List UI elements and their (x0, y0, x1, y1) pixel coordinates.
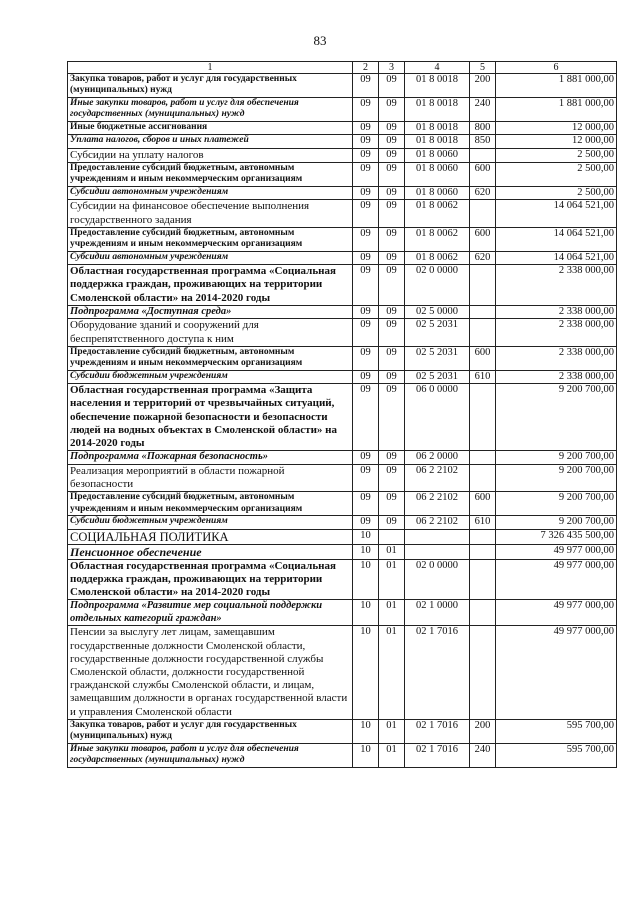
section-code: 09 (353, 265, 379, 306)
row-name: Субсидии бюджетным учреждениям (68, 516, 353, 530)
target-article-code: 01 8 0018 (405, 135, 470, 149)
target-article-code: 01 8 0060 (405, 148, 470, 162)
table-row (68, 163, 617, 187)
target-article-code: 06 2 0000 (405, 451, 470, 465)
table-row (68, 492, 617, 516)
section-code: 09 (353, 163, 379, 187)
column-header: 3 (379, 62, 405, 74)
target-article-code: 02 5 0000 (405, 305, 470, 319)
section-code: 10 (353, 559, 379, 600)
target-article-code: 02 5 2031 (405, 319, 470, 346)
section-code: 09 (353, 227, 379, 251)
section-code: 09 (353, 251, 379, 265)
expense-type-code (470, 451, 496, 465)
subsection-code: 01 (379, 719, 405, 743)
target-article-code: 02 1 7016 (405, 743, 470, 767)
table-row (68, 346, 617, 370)
expense-type-code: 240 (470, 97, 496, 121)
amount: 14 064 521,00 (496, 200, 617, 227)
subsection-code (379, 529, 405, 544)
section-code: 09 (353, 384, 379, 451)
subsection-code: 09 (379, 305, 405, 319)
row-name: Реализация мероприятий в области пожарной безопасности (68, 464, 353, 491)
table-row (68, 384, 617, 451)
row-name: Оборудование зданий и сооружений для беспрепятственного доступа к ним (68, 319, 353, 346)
amount: 2 338 000,00 (496, 370, 617, 384)
amount: 14 064 521,00 (496, 251, 617, 265)
table-row (68, 97, 617, 121)
row-name: Иные бюджетные ассигнования (68, 121, 353, 135)
expense-type-code: 620 (470, 251, 496, 265)
table-row (68, 186, 617, 200)
target-article-code: 02 0 0000 (405, 559, 470, 600)
expense-type-code (470, 265, 496, 306)
target-article-code: 01 8 0060 (405, 163, 470, 187)
target-article-code: 01 8 0018 (405, 74, 470, 98)
row-name: Закупка товаров, работ и услуг для государственных (муниципальных) нужд (68, 74, 353, 98)
column-header: 6 (496, 62, 617, 74)
expense-type-code: 600 (470, 227, 496, 251)
subsection-code: 09 (379, 97, 405, 121)
subsection-code: 09 (379, 74, 405, 98)
target-article-code: 02 1 7016 (405, 719, 470, 743)
row-name: Пенсионное обеспечение (68, 544, 353, 559)
row-name: Областная государственная программа «Социальная поддержка граждан, проживающих на территории Смоленской области» на 2014-2020 годы (68, 559, 353, 600)
section-code: 09 (353, 319, 379, 346)
expense-type-code (470, 559, 496, 600)
expense-type-code (470, 319, 496, 346)
table-row (68, 305, 617, 319)
column-header: 2 (353, 62, 379, 74)
amount: 2 500,00 (496, 148, 617, 162)
row-name: Предоставление субсидий бюджетным, автономным учреждениям и иным некоммерческим организациям (68, 227, 353, 251)
subsection-code: 09 (379, 163, 405, 187)
amount: 1 881 000,00 (496, 97, 617, 121)
row-name: Уплата налогов, сборов и иных платежей (68, 135, 353, 149)
row-name: Иные закупки товаров, работ и услуг для обеспечения государственных (муниципальных) нужд (68, 743, 353, 767)
row-name: Иные закупки товаров, работ и услуг для обеспечения государственных (муниципальных) нужд (68, 97, 353, 121)
expense-type-code: 610 (470, 370, 496, 384)
section-code: 09 (353, 516, 379, 530)
amount: 14 064 521,00 (496, 227, 617, 251)
table-row (68, 719, 617, 743)
row-name: Субсидии автономным учреждениям (68, 186, 353, 200)
amount: 2 500,00 (496, 186, 617, 200)
amount: 2 338 000,00 (496, 305, 617, 319)
table-row (68, 743, 617, 767)
target-article-code: 01 8 0062 (405, 200, 470, 227)
subsection-code: 09 (379, 121, 405, 135)
row-name: Субсидии на уплату налогов (68, 148, 353, 162)
expense-type-code: 240 (470, 743, 496, 767)
table-row (68, 451, 617, 465)
section-code: 09 (353, 121, 379, 135)
subsection-code: 01 (379, 600, 405, 626)
column-header: 1 (68, 62, 353, 74)
expense-type-code (470, 200, 496, 227)
target-article-code: 01 8 0018 (405, 97, 470, 121)
expense-type-code (470, 464, 496, 491)
table-row (68, 121, 617, 135)
amount: 2 338 000,00 (496, 346, 617, 370)
target-article-code (405, 544, 470, 559)
section-code: 09 (353, 200, 379, 227)
expense-type-code: 620 (470, 186, 496, 200)
column-header: 5 (470, 62, 496, 74)
subsection-code: 01 (379, 559, 405, 600)
amount: 9 200 700,00 (496, 451, 617, 465)
target-article-code: 06 2 2102 (405, 464, 470, 491)
target-article-code: 02 5 2031 (405, 370, 470, 384)
table-row (68, 516, 617, 530)
subsection-code: 09 (379, 148, 405, 162)
row-name: Субсидии автономным учреждениям (68, 251, 353, 265)
amount: 2 500,00 (496, 163, 617, 187)
subsection-code: 09 (379, 492, 405, 516)
section-code: 10 (353, 544, 379, 559)
subsection-code: 09 (379, 451, 405, 465)
section-code: 09 (353, 492, 379, 516)
expense-type-code: 850 (470, 135, 496, 149)
expense-type-code: 200 (470, 719, 496, 743)
subsection-code: 01 (379, 743, 405, 767)
target-article-code: 01 8 0018 (405, 121, 470, 135)
subsection-code: 09 (379, 346, 405, 370)
expense-type-code (470, 544, 496, 559)
table-row (68, 626, 617, 719)
amount: 7 326 435 500,00 (496, 529, 617, 544)
expense-type-code: 600 (470, 163, 496, 187)
subsection-code: 09 (379, 135, 405, 149)
section-code: 10 (353, 719, 379, 743)
amount: 12 000,00 (496, 135, 617, 149)
table-row (68, 529, 617, 544)
table-row (68, 559, 617, 600)
subsection-code: 09 (379, 227, 405, 251)
section-code: 10 (353, 626, 379, 719)
expense-type-code: 610 (470, 516, 496, 530)
subsection-code: 01 (379, 544, 405, 559)
subsection-code: 09 (379, 186, 405, 200)
row-name: Областная государственная программа «Защита населения и территорий от чрезвычайных ситуаций, обеспечение пожарной безопасности и безопасности людей на водных объектах в Смоленской области» на 2014-2020 годы (68, 384, 353, 451)
expense-type-code: 600 (470, 346, 496, 370)
target-article-code: 02 5 2031 (405, 346, 470, 370)
section-code: 09 (353, 148, 379, 162)
table-row (68, 319, 617, 346)
section-code: 09 (353, 464, 379, 491)
subsection-code: 09 (379, 251, 405, 265)
table-row (68, 200, 617, 227)
row-name: Пенсии за выслугу лет лицам, замещавшим государственные должности Смоленской области, государственные должности государственной службы Смоленской области, должности государственной гражданской службы Смоленской области, и лицам, замещавшим должности в органах государственной власти и управления Смоленской области (68, 626, 353, 719)
amount: 49 977 000,00 (496, 626, 617, 719)
amount: 49 977 000,00 (496, 600, 617, 626)
section-code: 10 (353, 600, 379, 626)
table-row (68, 227, 617, 251)
section-code: 09 (353, 305, 379, 319)
table-row (68, 251, 617, 265)
amount: 9 200 700,00 (496, 384, 617, 451)
table-row (68, 600, 617, 626)
subsection-code: 09 (379, 265, 405, 306)
amount: 12 000,00 (496, 121, 617, 135)
table-row (68, 135, 617, 149)
target-article-code: 06 0 0000 (405, 384, 470, 451)
budget-table (67, 61, 617, 768)
table-row (68, 265, 617, 306)
target-article-code: 06 2 2102 (405, 492, 470, 516)
expense-type-code: 800 (470, 121, 496, 135)
target-article-code: 02 0 0000 (405, 265, 470, 306)
row-name: Субсидии бюджетным учреждениям (68, 370, 353, 384)
section-code: 09 (353, 97, 379, 121)
table-row (68, 544, 617, 559)
table-header-row (68, 62, 617, 74)
subsection-code: 09 (379, 200, 405, 227)
amount: 595 700,00 (496, 743, 617, 767)
target-article-code (405, 529, 470, 544)
row-name: Предоставление субсидий бюджетным, автономным учреждениям и иным некоммерческим организациям (68, 346, 353, 370)
row-name: Субсидии на финансовое обеспечение выполнения государственного задания (68, 200, 353, 227)
column-header: 4 (405, 62, 470, 74)
subsection-code: 09 (379, 384, 405, 451)
amount: 9 200 700,00 (496, 516, 617, 530)
row-name: Подпрограмма «Доступная среда» (68, 305, 353, 319)
amount: 595 700,00 (496, 719, 617, 743)
amount: 1 881 000,00 (496, 74, 617, 98)
section-code: 09 (353, 186, 379, 200)
section-code: 10 (353, 743, 379, 767)
expense-type-code (470, 626, 496, 719)
row-name: Предоставление субсидий бюджетным, автономным учреждениям и иным некоммерческим организациям (68, 163, 353, 187)
section-code: 09 (353, 451, 379, 465)
target-article-code: 01 8 0062 (405, 251, 470, 265)
row-name: Подпрограмма «Пожарная безопасность» (68, 451, 353, 465)
subsection-code: 09 (379, 464, 405, 491)
subsection-code: 09 (379, 319, 405, 346)
target-article-code: 06 2 2102 (405, 516, 470, 530)
section-code: 09 (353, 74, 379, 98)
expense-type-code (470, 305, 496, 319)
subsection-code: 09 (379, 370, 405, 384)
table-row (68, 148, 617, 162)
amount: 9 200 700,00 (496, 492, 617, 516)
expense-type-code (470, 148, 496, 162)
section-code: 09 (353, 370, 379, 384)
row-name: Подпрограмма «Развитие мер социальной поддержки отдельных категорий граждан» (68, 600, 353, 626)
section-code: 09 (353, 346, 379, 370)
table-row (68, 370, 617, 384)
table-row (68, 464, 617, 491)
amount: 2 338 000,00 (496, 319, 617, 346)
table-row (68, 74, 617, 98)
page-number: 83 (313, 33, 327, 48)
row-name: Областная государственная программа «Социальная поддержка граждан, проживающих на территории Смоленской области» на 2014-2020 годы (68, 265, 353, 306)
amount: 2 338 000,00 (496, 265, 617, 306)
subsection-code: 09 (379, 516, 405, 530)
expense-type-code: 600 (470, 492, 496, 516)
amount: 49 977 000,00 (496, 544, 617, 559)
target-article-code: 01 8 0060 (405, 186, 470, 200)
expense-type-code (470, 384, 496, 451)
row-name: СОЦИАЛЬНАЯ ПОЛИТИКА (68, 529, 353, 544)
expense-type-code (470, 529, 496, 544)
expense-type-code (470, 600, 496, 626)
target-article-code: 02 1 7016 (405, 626, 470, 719)
target-article-code: 01 8 0062 (405, 227, 470, 251)
expense-type-code: 200 (470, 74, 496, 98)
row-name: Предоставление субсидий бюджетным, автономным учреждениям и иным некоммерческим организациям (68, 492, 353, 516)
target-article-code: 02 1 0000 (405, 600, 470, 626)
subsection-code: 01 (379, 626, 405, 719)
row-name: Закупка товаров, работ и услуг для государственных (муниципальных) нужд (68, 719, 353, 743)
amount: 49 977 000,00 (496, 559, 617, 600)
section-code: 10 (353, 529, 379, 544)
amount: 9 200 700,00 (496, 464, 617, 491)
section-code: 09 (353, 135, 379, 149)
